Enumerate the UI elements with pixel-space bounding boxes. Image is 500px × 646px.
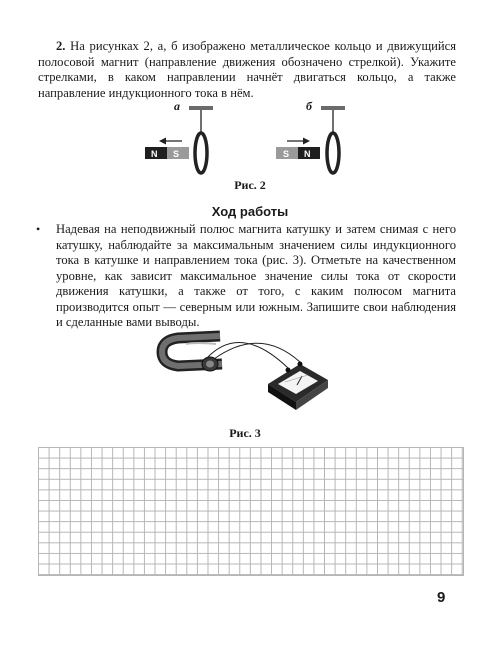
arrow-b-right-icon <box>303 138 310 145</box>
work-text: Надевая на неподвижный полюс магнита катушку и затем снимая с него катушку, наблюдайте за максимальным значением силы индукционного тока в катушке и направлением тока (рис. 3). Отметьте на качественном уровне, как зависит максимальное значение силы тока от скорости движения катушки, а также от того, с каким полюсом магнита производится опыт — северным или южным. Запишите свои наблюдения и сделанные вами выводы. <box>56 222 456 329</box>
support-a <box>189 106 213 110</box>
figure-2b-label: б <box>306 99 312 113</box>
figure-3-caption: Рис. 3 <box>229 426 261 440</box>
task-number: 2. <box>56 39 66 53</box>
figure-2-caption: Рис. 2 <box>234 178 266 192</box>
figure-2 <box>0 0 500 200</box>
section-title: Ход работы <box>211 204 289 219</box>
magnet-b-north-label: N <box>304 149 311 159</box>
bullet: • <box>36 222 41 236</box>
arrow-a-left-icon <box>159 138 166 145</box>
figure-3 <box>150 322 340 422</box>
answer-grid[interactable] <box>38 447 464 576</box>
task-text: На рисунках 2, а, б изображено металлическое кольцо и движущийся полосовой магнит (направление движения обозначено стрелкой). Укажите стрелками, в каком направлении начнёт двигаться кольцо, а также направление индукционного тока в нём. <box>38 39 457 100</box>
terminal-2 <box>298 362 303 367</box>
magnet-a-north-label: N <box>151 149 158 159</box>
ring-b <box>327 133 339 173</box>
figure-2a-label: а <box>174 99 180 113</box>
page-number: 9 <box>437 589 446 606</box>
magnet-b-south-label: S <box>283 149 290 159</box>
terminal-1 <box>286 368 291 373</box>
magnet-a-south-label: S <box>173 149 180 159</box>
work-instructions <box>38 222 456 331</box>
ring-a <box>195 133 207 173</box>
support-b <box>321 106 345 110</box>
